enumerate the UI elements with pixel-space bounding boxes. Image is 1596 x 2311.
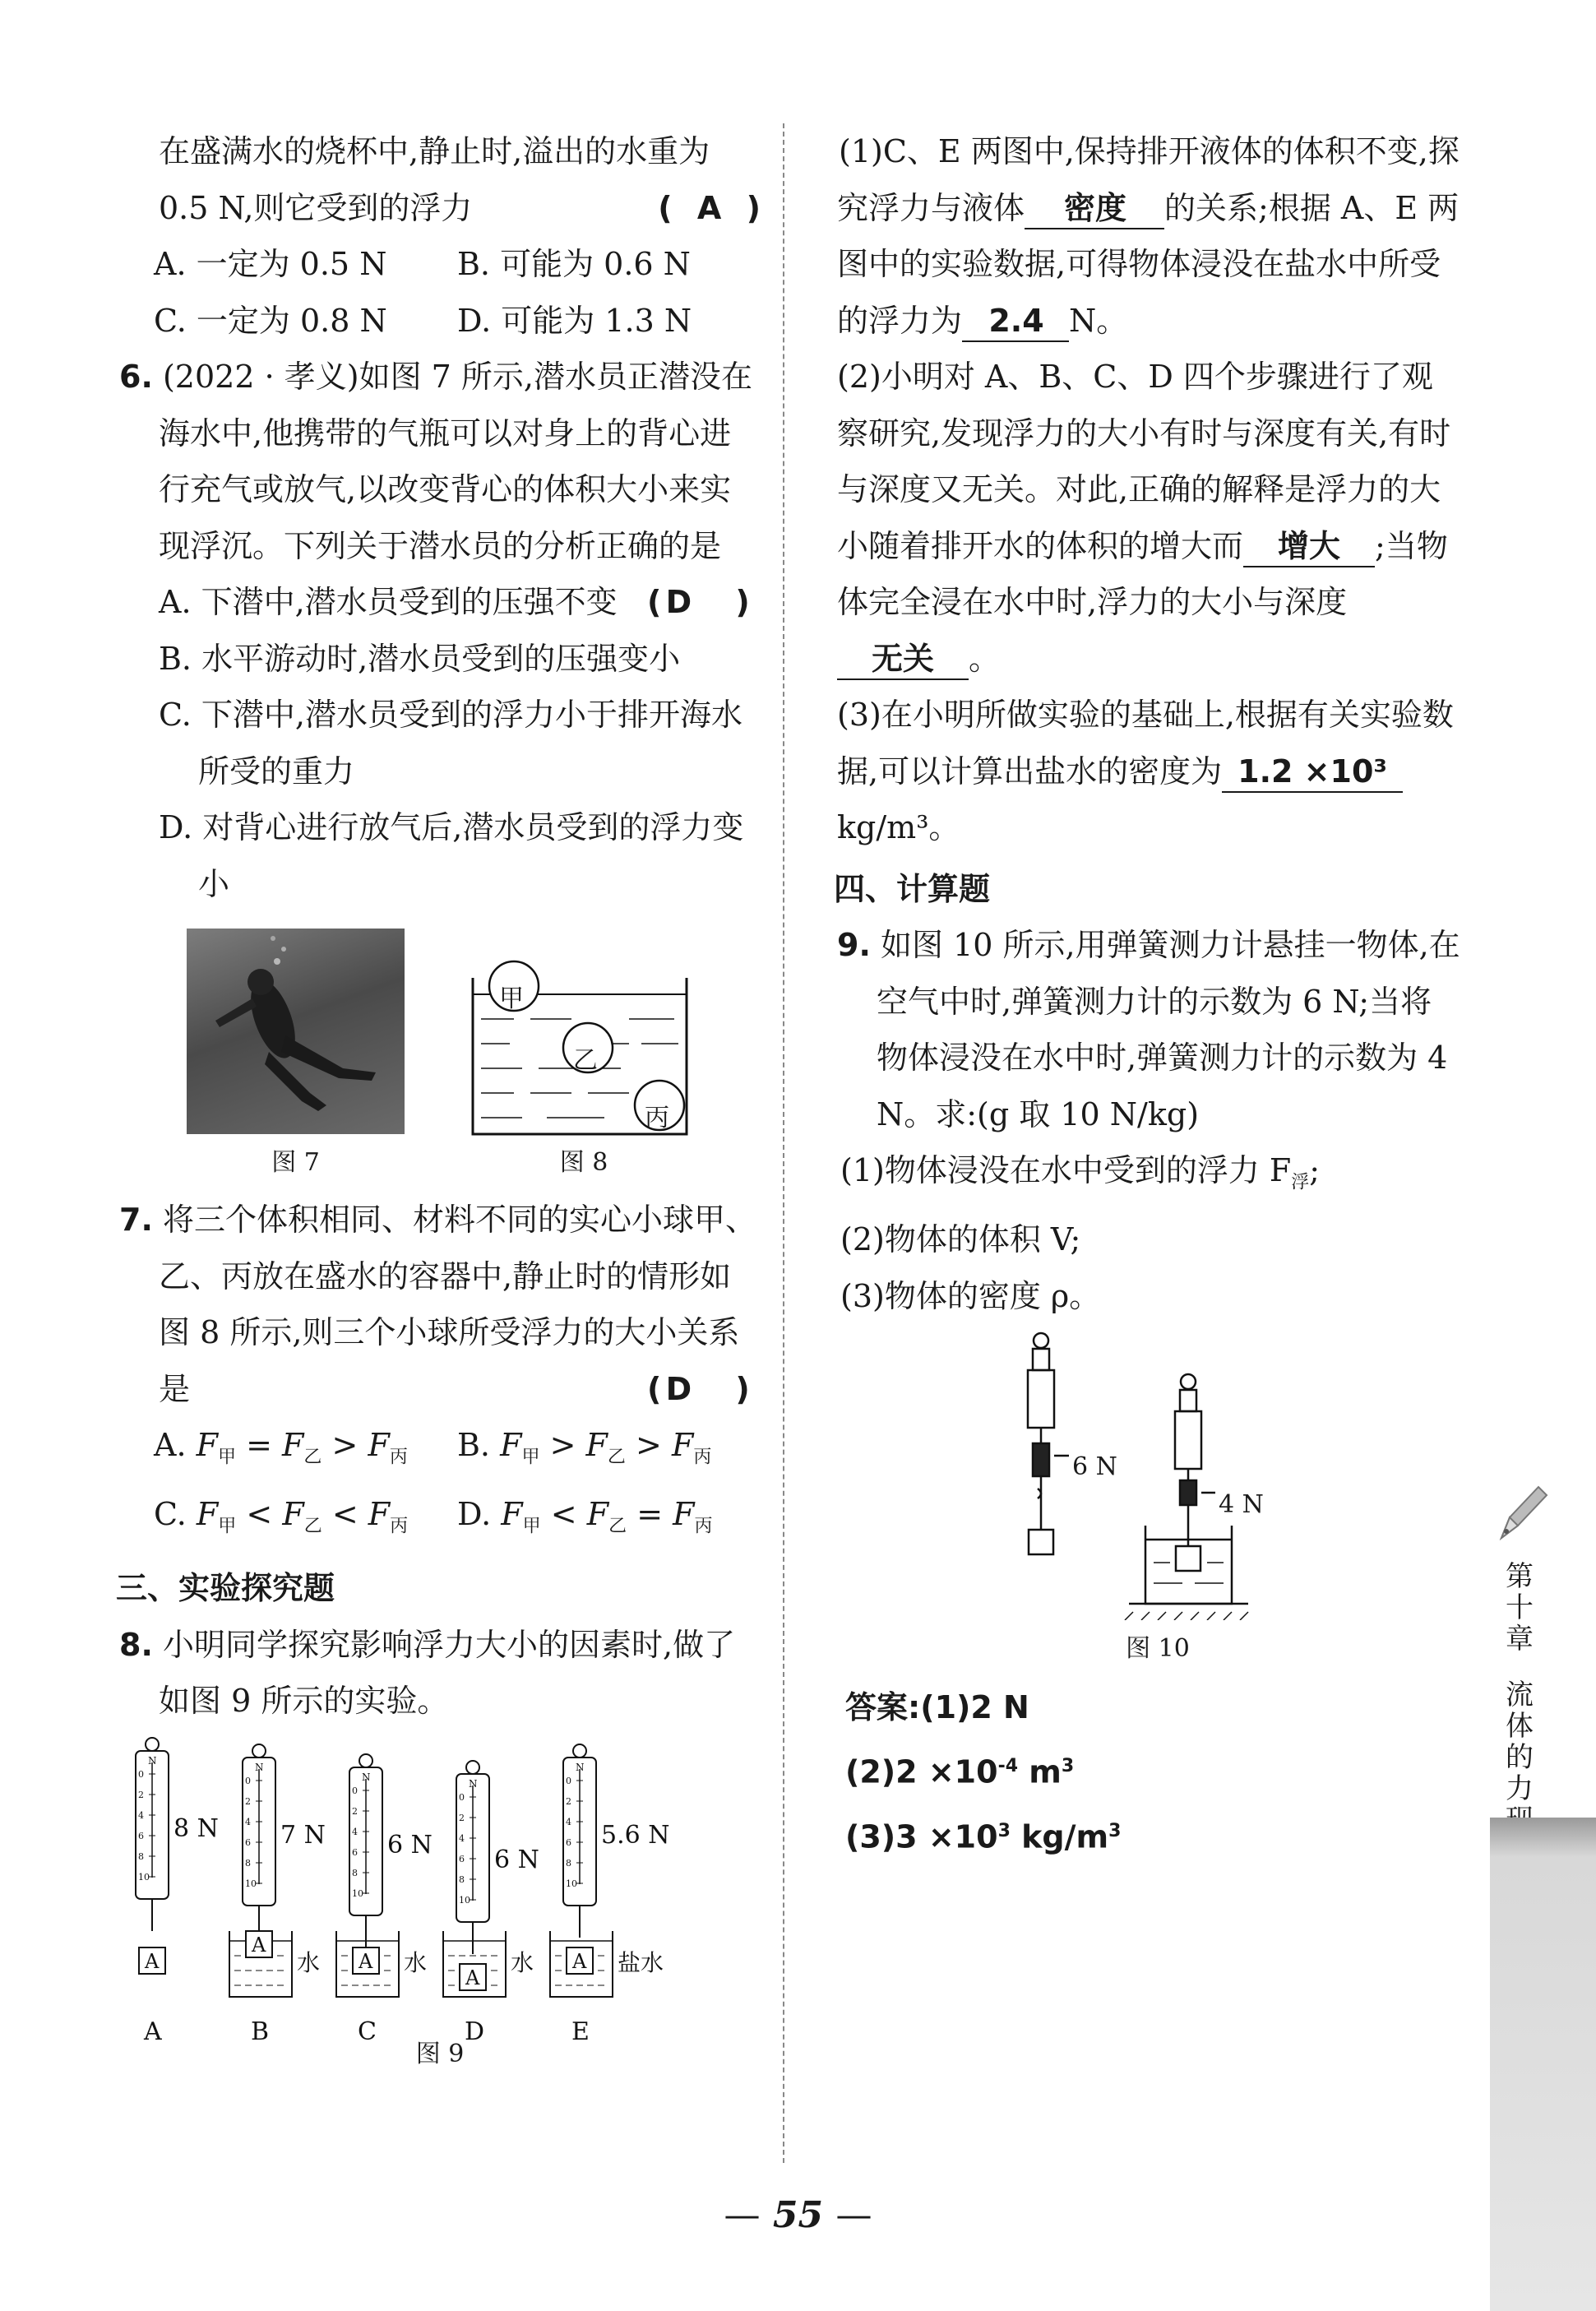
q8-part2: (2)小明对 A、B、C、D 四个步骤进行了观察研究,发现浮力的大小有时与深度有关,有时与深度又无关。对此,正确的解释是浮力的大小随着排开水的体积的增大而 增大 ;当物体完全浸在水中时,浮力的大小与深度无关 。 [837,349,1462,687]
fig9-step-label: E [571,2017,590,2042]
fig9-tick-label: 4 [138,1809,144,1821]
fig9-caption: 图 9 [415,2039,465,2068]
answer-1: 答案:(1)2 N [845,1689,1029,1726]
q5-answer: A [696,189,722,226]
q5-text-line1: 在盛满水的烧杯中,静止时,溢出的水重为 [159,133,710,169]
blank-density: 密度 [1025,188,1164,229]
q5-options-row1: A. 一定为 0.5 N B. 可能为 0.6 N [154,246,691,282]
page-number: — 55 — [724,2194,872,2236]
fig8-caption: 图 8 [559,1148,608,1177]
fig9-meter-ring [359,1754,372,1767]
fig9-tick-label: 0 [245,1775,251,1786]
fig9-meter-ring [573,1744,586,1758]
blank-buoyancy-value: 2.4 [962,301,1069,342]
fig7-caption: 图 7 [271,1148,320,1177]
fig9-tick-label: 6 [566,1836,571,1848]
fig9-block-label: A [465,1966,480,1989]
fig9-tick-label: 8 [566,1857,571,1869]
fig9-tick-label: 0 [138,1768,144,1780]
blank-unrelated: 无关 [837,639,969,680]
fig9-tick-label: 0 [352,1785,358,1796]
diver-silhouette [187,929,405,1134]
q6-stem: 6. (2022 · 孝义)如图 7 所示,潜水员正潜没在海水中,他携带的气瓶可以对身上的背心进行充气或放气,以改变背心的体积大小来实现浮沉。下列关于潜水员的分析正确的是 ( D ) [119,349,761,574]
ball-bing-label: 丙 [645,1104,669,1132]
fig9-reading-0: 8 N [173,1813,219,1843]
fig9-tick-label: 2 [459,1812,465,1823]
q6-option-d: D. 对背心进行放气后,潜水员受到的浮力变小 [159,809,744,902]
fig9-tick-label: 8 [138,1850,144,1862]
fig9-step-label: D [465,2017,485,2042]
fig9-tick-label: 4 [459,1832,465,1844]
section-3-heading: 三、实验探究题 [116,1570,335,1607]
fig9-diagram [119,1730,761,2042]
fig9-tick-label: 6 [138,1830,144,1841]
fig9-meter-unit: N [362,1771,371,1783]
q7-options-row2 [119,1486,761,1555]
left-column [116,123,761,2075]
fig9-reading-3: 6 N [494,1845,539,1874]
q7-option-c: C. $F_甲 < F_乙 < F_丙$ [154,1496,409,1537]
q6-answer: D [665,584,692,620]
fig9-block-label: A [572,1949,587,1973]
answer-3: $(3)3 \times 10^3$ $kg/m^3$ [845,1818,1122,1855]
q8-part1: (1)C、E 两图中,保持排开液体的体积不变,探究浮力与液体 密度 的关系;根据 A、E 两图中的实验数据,可得物体浸没在盐水中所受的浮力为 2.4 N。 [837,123,1462,349]
fig9-liquid-label: 水 [297,1948,321,1976]
fig9-meter-ring [146,1738,159,1751]
column-divider [783,123,784,2163]
fig10-diagram [837,1324,1462,1620]
blank-brine-density: 1.2 ×10³ [1222,752,1403,793]
fig9-tick-label: 0 [459,1791,465,1803]
fig9-step-label: C [358,2017,377,2042]
q9-answers [845,1678,1462,1866]
fig9-tick-label: 10 [459,1894,470,1906]
fig9-tick-label: 2 [566,1795,571,1807]
fig7-fig8-row [119,912,761,1192]
q7-option-a: A. $F_甲 = F_乙 > F_丙$ [154,1427,408,1468]
fig9-tick-label: 4 [352,1826,358,1837]
fig9-tick-label: 2 [138,1789,144,1800]
q7-options-row1 [119,1417,761,1486]
q9-stem: 9. 如图 10 所示,用弹簧测力计悬挂一物体,在空气中时,弹簧测力计的示数为 6 N;当将物体浸没在水中时,弹簧测力计的示数为 4 N。求:(g 取 10 N/kg) [837,927,1460,1132]
fig9-tick-label: 10 [245,1878,257,1889]
q6-option-b: B. 水平游动时,潜水员受到的压强变小 [159,640,681,677]
fig9-block-label: A [252,1933,266,1957]
fig9-tick-label: 2 [352,1805,358,1817]
answer-2: $(2)2 \times 10^{-4}$ $m^3$ [845,1753,1075,1790]
q7-option-b: B. $F_甲 > F_乙 > F_丙$ [457,1427,712,1468]
blank-increase: 增大 [1243,526,1375,567]
fig9-meter-unit: N [576,1761,585,1773]
fig9-tick-label: 8 [352,1867,358,1878]
fig9-step-label: B [251,2017,270,2042]
fig9-tick-label: 10 [352,1887,363,1899]
fig9-tick-label: 2 [245,1795,251,1807]
fig10-reading-1: 6 N [1072,1452,1117,1482]
q6-option-a: A. 下潜中,潜水员受到的压强不变 [159,584,618,620]
q7-stem: 7. 将三个体积相同、材料不同的实心小球甲、乙、丙放在盛水的容器中,静止时的情形如图 8 所示,则三个小球所受浮力的大小关系是 ( D ) [119,1192,761,1417]
q5-options-row2: C. 一定为 0.8 N D. 可能为 1.3 N [154,302,692,339]
fig9-tick-label: 6 [245,1836,251,1848]
pencil-icon [1493,1480,1551,1546]
fig10 [837,1324,1462,1678]
fig9-reading-4: 5.6 N [601,1820,670,1850]
diver-photo [187,929,405,1134]
fig9-tick-label: 4 [245,1816,251,1827]
fig10-caption: 图 10 [1126,1634,1190,1664]
fig9-tick-label: 6 [352,1846,358,1858]
q8-stem: 8. 小明同学探究影响浮力大小的因素时,做了如图 9 所示的实验。 [119,1626,736,1720]
fig9-tick-label: 10 [138,1871,150,1883]
fig9-tick-label: 6 [459,1853,465,1864]
q9-sub2: (2)物体的体积 V; [840,1221,1081,1258]
q9-sub3: (3)物体的密度 ρ。 [840,1277,1101,1314]
fig9-block-label: A [359,1949,373,1973]
fig9-meter-unit: N [255,1761,264,1773]
chapter-title: 流体的力 [1506,1679,1534,1805]
fig9-step-label: A [144,2017,162,2042]
fig9-liquid-label: 水 [404,1948,428,1976]
fig9-meter-ring [466,1761,479,1774]
q9-sub1: (1)物体浸没在水中受到的浮力 $F_浮$; [840,1152,1321,1193]
q6-option-c: C. 下潜中,潜水员受到的浮力小于排开海水所受的重力 [159,697,742,790]
section-4-heading: 四、计算题 [834,870,991,907]
sidebar-gray-bar [1490,1818,1596,2311]
fig9-meter-ring [252,1744,266,1758]
fig9-meter-unit: N [148,1754,157,1767]
fig9-tick-label: 0 [566,1775,571,1786]
fig9-tick-label: 8 [245,1857,251,1869]
fig9-liquid-label: 盐水 [618,1948,664,1976]
fig9-liquid-label: 水 [511,1948,534,1976]
fig9-tick-label: 8 [459,1873,465,1885]
ball-jia-label: 甲 [499,984,524,1013]
fig9 [119,1730,761,2075]
fig9-reading-2: 6 N [387,1830,433,1859]
fig9-tick-label: 4 [566,1816,571,1827]
fig9-reading-1: 7 N [280,1820,326,1850]
fig9-meter-unit: N [469,1777,478,1790]
fig9-tick-label: 10 [566,1878,577,1889]
ball-yi-label: 乙 [573,1046,598,1075]
q8-part3: (3)在小明所做实验的基础上,根据有关实验数据,可以计算出盐水的密度为 1.2 ×10³ kg/m³。 [837,697,1454,845]
right-column [834,123,1462,1866]
chapter-number: 第十章 [1506,1560,1534,1656]
q7-answer: D [665,1370,692,1407]
fig9-block-label: A [145,1949,160,1973]
fig10-reading-2: 4 N [1219,1490,1264,1520]
q5-text-line2: 0.5 N,则它受到的浮力 ( A ) [119,180,761,237]
q7-option-d: D. $F_甲 < F_乙 = F_丙$ [457,1496,713,1537]
chapter-sidebar [1490,1480,1556,1867]
